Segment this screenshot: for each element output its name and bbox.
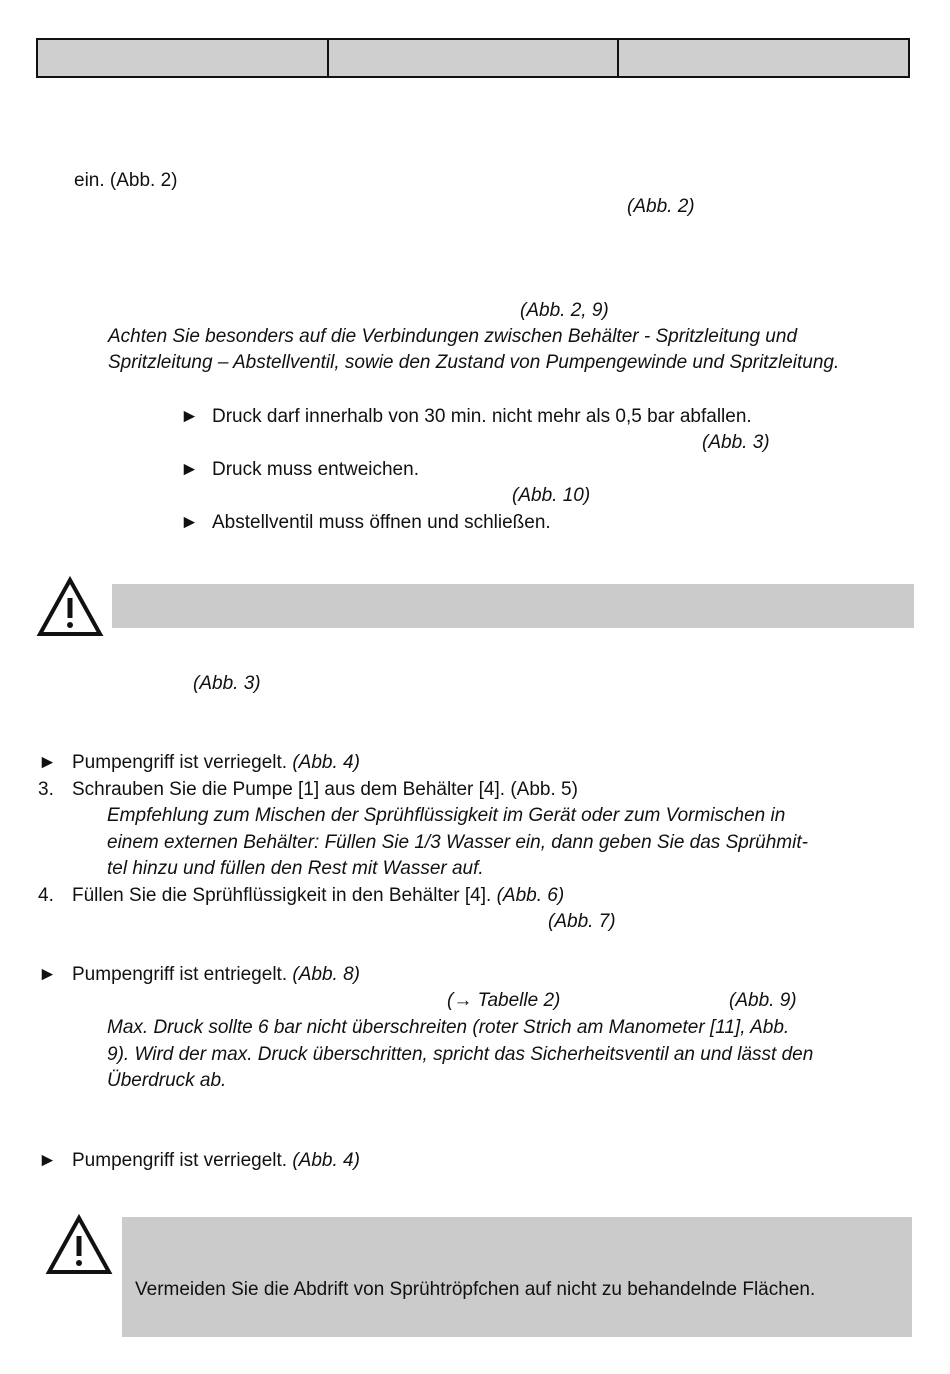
result-ref: (Abb. 4): [292, 1150, 360, 1171]
result-item: [38, 750, 360, 776]
recommendation-line: einem externen Behälter: Füllen Sie 1/3 Wasser ein, dann geben Sie das Sprühmit-: [107, 832, 808, 853]
arrow-icon: ►: [180, 406, 199, 427]
max-pressure-line: Überdruck ab.: [107, 1070, 227, 1091]
arrow-icon: ►: [180, 512, 199, 533]
ref-abb3: (Abb. 3): [193, 673, 261, 694]
check-text: Abstellventil muss öffnen und schließen.: [212, 512, 551, 533]
result-item: [38, 962, 360, 988]
step-item: [38, 777, 578, 803]
arrow-icon: ►: [38, 964, 57, 985]
warning-box: [122, 1217, 912, 1337]
max-pressure-line: Max. Druck sollte 6 bar nicht überschreiten (roter Strich am Manometer [11], Abb.: [107, 1017, 790, 1038]
step-text: Schrauben Sie die Pumpe [1] aus dem Behälter [4]. (Abb. 5): [72, 779, 578, 800]
arrow-icon: ►: [38, 752, 57, 773]
result-text: Pumpengriff ist verriegelt.: [72, 752, 293, 773]
recommendation-line: Empfehlung zum Mischen der Sprühflüssigkeit im Gerät oder zum Vormischen in: [107, 805, 786, 826]
text-ein-abb2: ein. (Abb. 2): [74, 170, 178, 191]
drift-warning-text: Vermeiden Sie die Abdrift von Sprühtröpfchen auf nicht zu behandelnde Flächen.: [135, 1279, 816, 1300]
max-pressure-line: 9). Wird der max. Druck überschritten, spricht das Sicherheitsventil an und lässt den: [107, 1044, 814, 1065]
step-number: 4.: [38, 885, 54, 906]
note-line: Achten Sie besonders auf die Verbindungen zwischen Behälter - Spritzleitung und: [108, 326, 798, 347]
result-text: Pumpengriff ist verriegelt.: [72, 1150, 293, 1171]
ref-abb2: (Abb. 2): [627, 196, 695, 217]
header-cell: [619, 40, 908, 76]
header-table: [36, 38, 910, 78]
check-text: Druck darf innerhalb von 30 min. nicht mehr als 0,5 bar abfallen.: [212, 406, 752, 427]
ref-abb7: (Abb. 7): [548, 911, 616, 932]
warning-triangle-icon: [36, 576, 104, 638]
result-item: [38, 1148, 360, 1174]
header-cell: [38, 40, 329, 76]
step-number: 3.: [38, 779, 54, 800]
header-cell: [329, 40, 620, 76]
result-text: Pumpengriff ist entriegelt.: [72, 964, 293, 985]
result-ref: (Abb. 8): [292, 964, 360, 985]
check-item: [180, 510, 551, 536]
ref-abb10: (Abb. 10): [512, 485, 591, 506]
ref-abb9: (Abb. 9): [729, 990, 797, 1011]
note-line: Spritzleitung – Abstellventil, sowie den Zustand von Pumpengewinde und Spritzleitung.: [108, 352, 840, 373]
arrow-icon: ►: [38, 1150, 57, 1171]
check-item: [180, 457, 419, 483]
step-text: Füllen Sie die Sprühflüssigkeit in den Behälter [4].: [72, 885, 497, 906]
check-item: [180, 404, 752, 430]
warning-triangle-icon: [45, 1214, 113, 1276]
recommendation-line: tel hinzu und füllen den Rest mit Wasser auf.: [107, 858, 484, 879]
check-text: Druck muss entweichen.: [212, 459, 419, 480]
step-ref: (Abb. 6): [496, 885, 565, 906]
warning-box: [112, 584, 914, 628]
ref-abb2-9: (Abb. 2, 9): [520, 300, 609, 321]
result-ref: (Abb. 4): [292, 752, 360, 773]
arrow-icon: ►: [180, 459, 199, 480]
ref-tabelle2: (→ Tabelle 2): [447, 990, 561, 1011]
ref-abb3: (Abb. 3): [702, 432, 770, 453]
step-item: [38, 883, 564, 909]
